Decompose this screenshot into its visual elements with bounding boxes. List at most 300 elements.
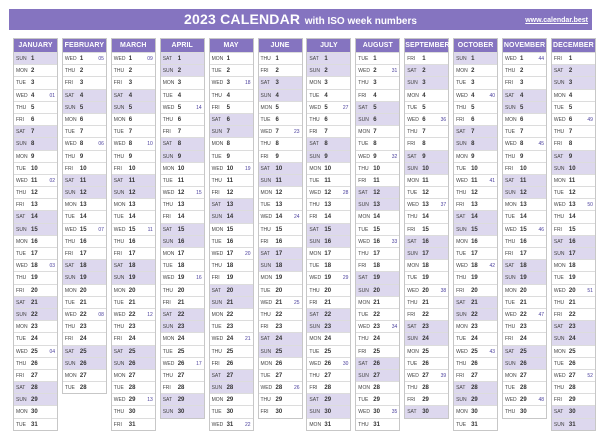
day-row — [112, 320, 155, 332]
day-number: 23 — [226, 324, 234, 331]
day-row — [210, 247, 253, 259]
day-row — [63, 345, 106, 357]
weekday-label: FRI — [358, 92, 367, 99]
day-number: 4 — [275, 92, 279, 99]
day-number: 30 — [373, 409, 380, 416]
weekday-label: WED — [553, 116, 566, 123]
day-row — [356, 369, 399, 381]
day-row — [161, 223, 204, 235]
weekday-label: MON — [407, 92, 419, 99]
day-row — [14, 284, 57, 296]
weekday-label: THU — [553, 299, 565, 306]
weekday-label: THU — [113, 324, 125, 331]
day-row — [503, 393, 546, 405]
weekday-label: SAT — [16, 299, 26, 306]
day-row — [356, 76, 399, 88]
weekday-label: WED — [553, 202, 566, 209]
day-row — [112, 247, 155, 259]
weekday-label: MON — [553, 177, 566, 184]
day-row — [503, 271, 546, 283]
day-row — [112, 210, 155, 222]
weekday-label: THU — [407, 299, 418, 306]
day-row — [112, 405, 155, 417]
day-row — [14, 320, 57, 332]
day-row — [259, 125, 302, 137]
day-number: 31 — [128, 421, 136, 428]
weekday-label: MON — [113, 116, 126, 123]
day-row — [356, 52, 399, 64]
week-number: 37 — [440, 202, 447, 209]
weekday-label: MON — [505, 287, 517, 294]
weekday-label: SAT — [358, 360, 368, 367]
month-november — [502, 38, 547, 419]
day-number: 12 — [275, 190, 283, 197]
day-number: 25 — [422, 348, 429, 355]
day-row — [259, 332, 302, 344]
day-row — [454, 210, 497, 222]
weekday-label: TUE — [113, 129, 124, 136]
weekday-label: SUN — [309, 153, 320, 160]
month-march — [111, 38, 156, 431]
weekday-label: MON — [16, 153, 28, 160]
day-number: 24 — [275, 336, 283, 343]
day-row — [63, 113, 106, 125]
weekday-label: TUE — [505, 129, 515, 136]
day-row — [112, 125, 155, 137]
day-row — [161, 369, 204, 381]
month-august — [355, 38, 400, 431]
day-row — [210, 137, 253, 149]
day-number: 25 — [226, 348, 234, 355]
weekday-label: TUE — [211, 324, 222, 331]
day-number: 20 — [275, 287, 283, 294]
day-number: 17 — [568, 251, 576, 257]
month-name: APRIL — [161, 39, 204, 52]
weekday-label: MON — [211, 56, 224, 62]
month-name: JANUARY — [14, 39, 57, 52]
week-number: 52 — [587, 372, 593, 379]
day-row — [454, 357, 497, 369]
day-row — [356, 235, 399, 247]
day-row — [161, 101, 204, 113]
day-number: 16 — [568, 238, 576, 245]
day-number: 7 — [324, 129, 328, 136]
week-number: 21 — [245, 336, 251, 343]
week-number: 29 — [342, 275, 349, 282]
week-number: 46 — [538, 226, 544, 233]
day-row — [112, 369, 155, 381]
day-number: 24 — [177, 336, 185, 343]
weekday-label: THU — [553, 129, 565, 136]
day-number: 18 — [373, 263, 380, 270]
weekday-label: WED — [309, 104, 322, 111]
weekday-label: SAT — [358, 104, 368, 111]
day-row — [14, 247, 57, 259]
day-number: 25 — [177, 348, 185, 355]
day-row — [552, 247, 595, 259]
weekday-label: THU — [358, 80, 369, 87]
weekday-label: MON — [64, 202, 77, 209]
day-row — [552, 296, 595, 308]
weekday-label: WED — [407, 372, 419, 379]
day-number: 12 — [226, 190, 234, 197]
day-number: 6 — [568, 116, 573, 123]
weekday-label: FRI — [309, 299, 318, 306]
day-number: 5 — [31, 104, 35, 111]
day-number: 19 — [471, 275, 478, 282]
day-number: 28 — [324, 385, 332, 392]
day-number: 16 — [31, 238, 38, 245]
day-number: 13 — [471, 202, 478, 209]
weekday-label: THU — [162, 116, 173, 123]
day-row — [63, 210, 106, 222]
weekday-label: MON — [553, 348, 566, 355]
day-row — [405, 101, 448, 113]
weekday-label: TUE — [358, 226, 369, 233]
weekday-label: FRI — [505, 251, 514, 257]
week-number: 22 — [245, 421, 251, 428]
weekday-label: SUN — [358, 372, 369, 379]
day-row — [259, 150, 302, 162]
weekday-label: THU — [260, 311, 271, 318]
day-number: 10 — [568, 165, 576, 172]
day-row — [356, 162, 399, 174]
day-number: 18 — [324, 263, 332, 270]
weekday-label: SAT — [358, 275, 368, 282]
day-number: 21 — [226, 299, 234, 306]
weekday-label: FRI — [505, 336, 514, 343]
day-row — [307, 320, 350, 332]
day-number: 29 — [226, 397, 234, 404]
day-row — [63, 137, 106, 149]
weekday-label: SAT — [456, 385, 466, 392]
weekday-label: WED — [16, 177, 28, 184]
day-row — [161, 210, 204, 222]
weekday-label: WED — [16, 263, 28, 270]
weekday-label: MON — [211, 226, 224, 233]
day-row — [259, 320, 302, 332]
day-row — [259, 89, 302, 101]
weekday-label: FRI — [407, 311, 416, 318]
day-number: 15 — [422, 226, 429, 233]
day-row — [307, 89, 350, 101]
day-row — [112, 101, 155, 113]
day-number: 17 — [177, 251, 185, 257]
day-number: 7 — [471, 129, 475, 136]
day-row — [112, 332, 155, 344]
day-row — [307, 210, 350, 222]
day-row — [14, 308, 57, 320]
weekday-label: TUE — [407, 104, 418, 111]
week-number: 36 — [440, 116, 447, 123]
day-row — [454, 76, 497, 88]
day-row — [552, 320, 595, 332]
site-link[interactable]: www.calendar.best — [525, 17, 588, 24]
day-number: 2 — [568, 68, 573, 75]
weekday-label: FRI — [456, 202, 465, 209]
day-number: 16 — [79, 238, 87, 245]
day-number: 28 — [520, 385, 527, 392]
day-row — [552, 137, 595, 149]
day-row — [454, 247, 497, 259]
day-row — [259, 393, 302, 405]
day-number: 15 — [373, 226, 380, 233]
day-number: 31 — [471, 421, 478, 428]
weekday-label: FRI — [162, 385, 171, 392]
weekday-label: MON — [553, 92, 566, 99]
day-number: 16 — [422, 238, 429, 245]
weekday-label: SAT — [260, 336, 270, 343]
weekday-label: FRI — [407, 141, 416, 148]
day-row — [356, 223, 399, 235]
weekday-label: SAT — [407, 68, 417, 75]
day-number: 7 — [568, 129, 573, 136]
weekday-label: SUN — [211, 214, 223, 221]
day-row — [552, 150, 595, 162]
day-number: 1 — [226, 56, 230, 62]
day-row — [503, 223, 546, 235]
day-row — [454, 235, 497, 247]
day-number: 2 — [275, 68, 279, 75]
weekday-label: MON — [16, 238, 28, 245]
weekday-label: FRI — [407, 226, 416, 233]
day-number: 30 — [31, 409, 38, 416]
day-number: 30 — [275, 409, 283, 416]
day-row — [307, 332, 350, 344]
day-number: 12 — [422, 190, 429, 197]
week-number: 13 — [147, 397, 153, 404]
day-row — [454, 198, 497, 210]
week-number: 28 — [342, 190, 349, 197]
day-row — [454, 162, 497, 174]
day-number: 6 — [324, 116, 328, 123]
day-number: 21 — [422, 299, 429, 306]
day-number: 21 — [471, 299, 478, 306]
weekday-label: WED — [553, 372, 566, 379]
day-row — [112, 64, 155, 76]
day-row — [259, 186, 302, 198]
day-row — [356, 64, 399, 76]
day-row — [210, 369, 253, 381]
weekday-label: MON — [64, 372, 77, 379]
day-number: 1 — [422, 56, 426, 62]
weekday-label: WED — [113, 141, 126, 148]
month-september — [404, 38, 449, 419]
weekday-label: FRI — [553, 397, 562, 404]
week-number: 01 — [49, 92, 55, 99]
day-row — [307, 186, 350, 198]
day-number: 24 — [373, 336, 380, 343]
day-row — [259, 308, 302, 320]
day-row — [356, 247, 399, 259]
weekday-label: WED — [358, 409, 370, 416]
day-number: 27 — [568, 372, 576, 379]
weekday-label: WED — [407, 287, 419, 294]
weekday-label: WED — [456, 177, 468, 184]
weekday-label: THU — [162, 287, 173, 294]
day-row — [405, 296, 448, 308]
day-row — [454, 296, 497, 308]
week-number: 47 — [538, 311, 544, 318]
week-number: 18 — [245, 80, 251, 87]
weekday-label: FRI — [456, 372, 465, 379]
day-row — [552, 308, 595, 320]
day-row — [454, 150, 497, 162]
day-number: 4 — [31, 92, 35, 99]
weekday-label: THU — [162, 372, 173, 379]
day-number: 29 — [422, 397, 429, 404]
weekday-label: THU — [505, 238, 516, 245]
weekday-label: THU — [64, 153, 76, 160]
weekday-label: THU — [260, 141, 271, 148]
day-number: 19 — [128, 275, 136, 282]
day-row — [503, 247, 546, 259]
day-row — [307, 405, 350, 417]
day-row — [14, 186, 57, 198]
month-name: FEBRUARY — [63, 39, 106, 52]
weekday-label: FRI — [553, 141, 562, 148]
day-number: 6 — [128, 116, 133, 123]
day-number: 11 — [422, 177, 429, 184]
weekday-label: SUN — [456, 141, 467, 148]
day-number: 8 — [31, 141, 35, 148]
week-number: 50 — [587, 202, 593, 209]
weekday-label: WED — [456, 263, 468, 270]
day-number: 13 — [128, 202, 136, 209]
weekday-label: SUN — [505, 104, 516, 111]
day-number: 19 — [324, 275, 332, 282]
day-row — [552, 345, 595, 357]
day-row — [259, 113, 302, 125]
weekday-label: WED — [456, 348, 468, 355]
day-row — [552, 405, 595, 417]
day-row — [259, 247, 302, 259]
weekday-label: MON — [358, 214, 370, 221]
day-row — [307, 113, 350, 125]
day-number: 8 — [79, 141, 84, 148]
day-number: 4 — [177, 92, 182, 99]
day-number: 2 — [324, 68, 328, 75]
day-row — [405, 308, 448, 320]
day-number: 19 — [373, 275, 380, 282]
day-number: 22 — [422, 311, 429, 318]
day-number: 4 — [422, 92, 426, 99]
weekday-label: MON — [113, 372, 126, 379]
weekday-label: THU — [358, 421, 369, 428]
day-number: 1 — [520, 56, 524, 62]
weekday-label: MON — [162, 336, 175, 343]
day-row — [503, 89, 546, 101]
day-row — [503, 150, 546, 162]
day-number: 24 — [568, 336, 576, 343]
week-number: 03 — [49, 263, 55, 270]
day-number: 28 — [128, 385, 136, 392]
weekday-label: WED — [64, 56, 77, 62]
day-number: 10 — [79, 165, 87, 172]
day-number: 11 — [128, 177, 136, 184]
day-row — [503, 198, 546, 210]
day-row — [63, 320, 106, 332]
weekday-label: SUN — [162, 409, 174, 416]
weekday-label: WED — [162, 190, 175, 197]
day-row — [552, 174, 595, 186]
day-number: 7 — [31, 129, 35, 136]
weekday-label: SUN — [456, 397, 467, 404]
day-number: 25 — [128, 348, 136, 355]
day-row — [259, 357, 302, 369]
week-number: 44 — [538, 56, 544, 62]
day-row — [210, 150, 253, 162]
day-number: 15 — [471, 226, 478, 233]
day-row — [259, 101, 302, 113]
weekday-label: SUN — [162, 324, 174, 331]
day-number: 5 — [128, 104, 133, 111]
weekday-label: FRI — [309, 385, 318, 392]
weekday-label: THU — [456, 275, 467, 282]
day-number: 30 — [520, 409, 527, 416]
weekday-label: SUN — [16, 226, 27, 233]
weekday-label: MON — [211, 141, 224, 148]
day-number: 21 — [31, 299, 38, 306]
weekday-label: MON — [456, 324, 468, 331]
day-number: 12 — [79, 190, 87, 197]
weekday-label: WED — [553, 287, 566, 294]
day-number: 16 — [177, 238, 185, 245]
day-number: 8 — [568, 141, 573, 148]
day-row — [112, 198, 155, 210]
day-number: 3 — [471, 80, 475, 87]
day-row — [454, 101, 497, 113]
weekday-label: SAT — [113, 92, 124, 99]
day-number: 7 — [373, 129, 377, 136]
day-row — [405, 223, 448, 235]
day-number: 15 — [275, 226, 283, 233]
weekday-label: SAT — [113, 348, 124, 355]
day-number: 19 — [275, 275, 283, 282]
day-row — [405, 174, 448, 186]
weekday-label: MON — [113, 202, 126, 209]
day-row — [356, 271, 399, 283]
day-number: 14 — [128, 214, 136, 221]
day-row — [112, 235, 155, 247]
day-number: 27 — [177, 372, 185, 379]
weekday-label: SUN — [211, 129, 223, 136]
day-row — [405, 150, 448, 162]
month-name: NOVEMBER — [503, 39, 546, 52]
day-row — [63, 332, 106, 344]
weekday-label: SAT — [211, 116, 221, 123]
day-number: 16 — [226, 238, 234, 245]
weekday-label: MON — [407, 348, 419, 355]
day-row — [503, 137, 546, 149]
day-number: 23 — [275, 324, 283, 331]
weekday-label: TUE — [113, 214, 124, 221]
day-row — [405, 381, 448, 393]
weekday-label: THU — [113, 409, 125, 416]
day-row — [63, 76, 106, 88]
day-number: 22 — [128, 311, 136, 318]
day-number: 14 — [520, 214, 527, 221]
weekday-label: SAT — [553, 324, 564, 331]
day-number: 8 — [471, 141, 475, 148]
weekday-label: TUE — [309, 92, 320, 99]
weekday-label: WED — [358, 153, 370, 160]
weekday-label: WED — [211, 421, 224, 428]
day-number: 17 — [128, 251, 136, 257]
weekday-label: SAT — [64, 92, 75, 99]
day-row — [210, 125, 253, 137]
day-row — [356, 89, 399, 101]
